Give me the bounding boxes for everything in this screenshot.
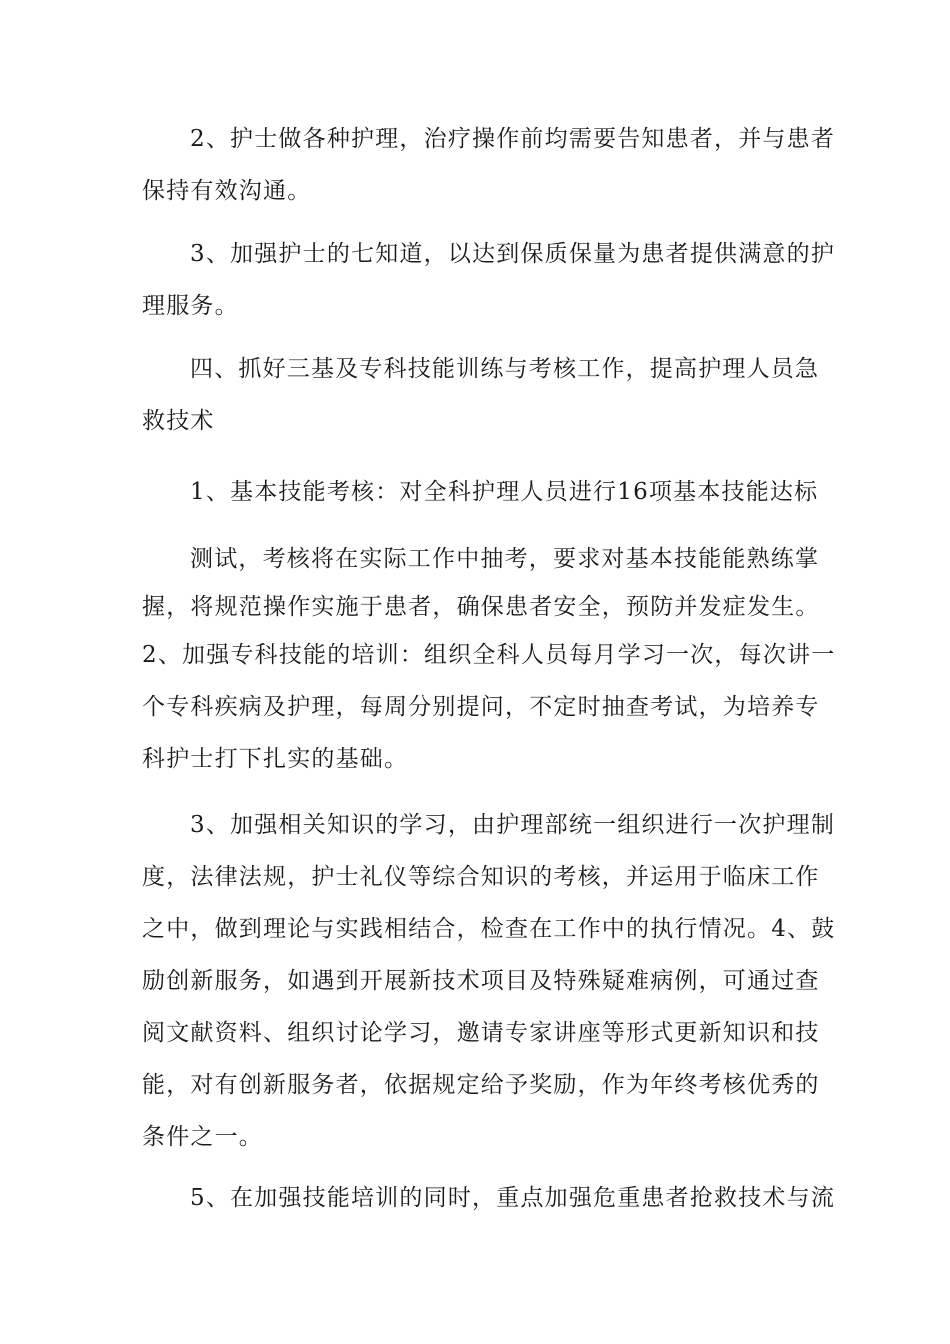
paragraph-6-line-5: 阅文献资料、组织讨论学习，邀请专家讲座等形式更新知识和技	[142, 1020, 820, 1046]
paragraph-5-line-2: 握，将规范操作实施于患者，确保患者安全，预防并发症发生。	[142, 594, 820, 620]
section-heading-line-1: 四、抓好三基及专科技能训练与考核工作，提高护理人员急	[190, 356, 820, 382]
paragraph-4-line-1: 1、基本技能考核：对全科护理人员进行16项基本技能达标	[190, 479, 819, 505]
paragraph-2-line-2: 理服务。	[142, 293, 239, 319]
paragraph-6-line-6: 能，对有创新服务者，依据规定给予奖励，作为年终考核优秀的	[142, 1072, 820, 1098]
paragraph-5-line-5: 科护士打下扎实的基础。	[142, 746, 409, 772]
paragraph-5-line-4: 个专科疾病及护理，每周分别提问，不定时抽查考试，为培养专	[142, 694, 820, 720]
paragraph-6-line-3: 之中，做到理论与实践相结合，检查在工作中的执行情况。4、鼓	[142, 916, 836, 942]
paragraph-6-line-7: 条件之一。	[142, 1124, 263, 1150]
paragraph-5-line-1: 测试，考核将在实际工作中抽考，要求对基本技能能熟练掌	[190, 546, 820, 572]
paragraph-6-line-2: 度，法律法规，护士礼仪等综合知识的考核，并运用于临床工作	[142, 864, 820, 890]
paragraph-1-line-1: 2、护士做各种护理，治疗操作前均需要告知患者，并与患者	[190, 126, 836, 152]
section-heading-line-2: 救技术	[142, 408, 215, 434]
paragraph-6-line-1: 3、加强相关知识的学习，由护理部统一组织进行一次护理制	[190, 812, 836, 838]
paragraph-6-line-4: 励创新服务，如遇到开展新技术项目及特殊疑难病例，可通过查	[142, 968, 820, 994]
paragraph-1-line-2: 保持有效沟通。	[142, 178, 312, 204]
paragraph-2-line-1: 3、加强护士的七知道，以达到保质保量为患者提供满意的护	[190, 241, 836, 267]
paragraph-7-line-1: 5、在加强技能培训的同时，重点加强危重患者抢救技术与流	[190, 1185, 836, 1211]
paragraph-5-line-3: 2、加强专科技能的培训：组织全科人员每月学习一次，每次讲一	[142, 642, 836, 668]
